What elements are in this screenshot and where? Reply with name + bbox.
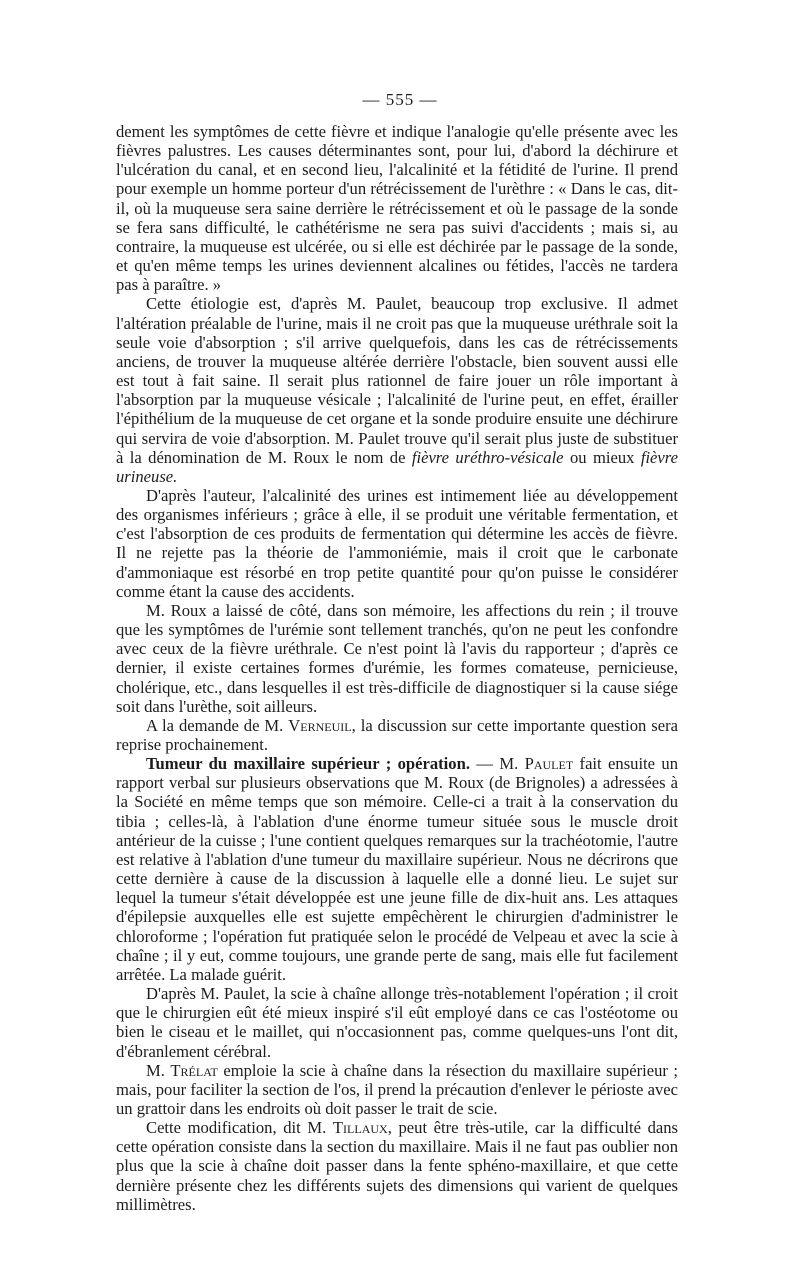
paragraph	[116, 122, 678, 294]
person-name: Verneuil	[288, 715, 352, 735]
paragraph	[116, 984, 678, 1061]
text-segment: fièvre uréthro-vésicale	[411, 447, 564, 467]
paragraph	[116, 601, 678, 716]
paragraph	[116, 486, 678, 601]
body-text	[116, 122, 678, 1214]
text-segment: — M.	[469, 754, 525, 774]
text-segment: Cette étiologie est, d'après M. Paulet, beaucoup trop exclusive. Il admet l'altération préalable de l'urine, mais il ne croit pas que la muqueuse uréthrale soit la seule voie d'absorption ; s'il arrive quelquefois, dans les cas de rétrécissements anciens, de trouver la muqueuse altérée derrière l'obstacle, bien souvent aussi elle est tout à fait saine. Il serait plus rationnel de faire jouer un rôle important à l'absorption par la muqueuse vésicale ; l'alcalinité de l'urine peut, en effet, érailler l'épithélium de la muqueuse de cet organe et la sonde produire ensuite une déchirure qui servira de voie d'absorption. M. Paulet trouve qu'il serait plus juste de substituer à la dénomination de M. Roux le nom de	[116, 294, 678, 467]
paragraph	[116, 1061, 678, 1118]
person-name: Trélat	[170, 1060, 218, 1080]
paragraph	[116, 754, 678, 984]
text-segment: A la demande de M.	[146, 715, 289, 735]
text-segment: D'après l'auteur, l'alcalinité des urines est intimement liée au développement des organismes inférieurs ; grâce à elle, il se produit une véritable fermentation, et c'est l'absorption de ces produits de fermentation qui détermine les accès de fièvre. Il ne rejette pas la théorie de l'ammoniémie, mais il croit que le carbonate d'ammoniaque est résorbé en trop petite quantité pour qu'on puisse le considérer comme étant la cause des accidents.	[116, 485, 678, 601]
text-segment: emploie la scie à chaîne dans la résection du maxillaire supérieur ; mais, pour faciliter la section de l'os, il prend la précaution d'enlever le périoste avec un grattoir dans les endroits où doit passer le trait de scie.	[116, 1060, 678, 1118]
text-segment: D'après M. Paulet, la scie à chaîne allonge très-notablement l'opération ; il croit que le chirurgien eût été mieux inspiré s'il eût employé dans ce cas l'ostéotome ou bien le ciseau et le maillet, qui n'occasionnent pas, comme quelques-uns l'ont dit, d'ébranlement cérébral.	[116, 984, 678, 1061]
text-segment: M. Roux a laissé de côté, dans son mémoire, les affections du rein ; il trouve que les symptômes de l'urémie sont tellement tranchés, qu'on ne peut les confondre avec ceux de la fièvre uréthrale. Ce n'est point là l'avis du rapporteur ; d'après ce dernier, il existe certaines formes d'urémie, les formes comateuse, pernicieuse, cholérique, etc., dans lesquelles il est très-difficile de diagnostiquer si la cause siége soit dans l'urèthe, soit ailleurs.	[116, 600, 678, 716]
person-name: Tillaux	[332, 1118, 388, 1138]
section-heading: Tumeur du maxillaire supérieur ; opération.	[146, 754, 470, 774]
text-segment: dement les symptômes de cette fièvre et indique l'analogie qu'elle présente avec les fièvres palustres. Les causes déterminantes sont, pour lui, d'abord la déchirure et l'ulcération du canal, et en second lieu, l'alcalinité et la fétidité de l'urine. Il prend pour exemple un homme porteur d'un rétrécissement de l'urèthre : « Dans le cas, dit-il, où la muqueuse sera saine derrière le rétrécissement et où le passage de la sonde se fera sans difficulté, le cathétérisme ne sera pas suivi d'accidents ; mais si, au contraire, la muqueuse est ulcérée, ou si elle est déchirée par le passage de la sonde, et qu'en même temps les urines deviennent alcalines ou fétides, l'accès ne tardera pas à paraître. »	[116, 122, 678, 295]
page-number: — 555 —	[362, 90, 438, 109]
person-name: Paulet	[524, 754, 574, 774]
text-segment: fait ensuite un rapport verbal sur plusieurs observations que M. Roux (de Brignoles) a adressées à la Société en même temps que son mémoire. Celle-ci a trait à la conservation du tibia ; celles-là, à l'ablation d'une énorme tumeur située sous le muscle droit antérieur de la cuisse ; l'une contient quelques remarques sur la trachéotomie, l'autre est relative à l'ablation d'une tumeur du maxillaire supérieur. Nous ne décrirons que cette dernière à cause de la discussion à laquelle elle a donné lieu. Le sujet sur lequel la tumeur s'était développée est une jeune fille de dix-huit ans. Les attaques d'épilepsie auxquelles elle est sujette empêchèrent le chirurgien d'administrer le chloroforme ; l'opération fut pratiquée selon le procédé de Velpeau et avec la scie à chaîne ; il y eut, comme toujours, une grande perte de sang, mais elle fut facilement arrêtée. La malade guérit.	[116, 754, 679, 984]
text-segment: M.	[146, 1060, 171, 1080]
text-segment: , la discussion sur cette importante question sera reprise prochainement.	[116, 715, 679, 754]
paragraph	[116, 1118, 678, 1214]
text-segment: Cette modification, dit M.	[146, 1118, 333, 1138]
text-segment: ou mieux	[563, 447, 641, 467]
paragraph	[116, 716, 678, 754]
text-segment: fièvre urineuse.	[116, 447, 678, 486]
text-segment: , peut être très-utile, car la difficulté dans cette opération consiste dans la section du maxillaire. Mais il ne faut pas oublier non plus que la scie à chaîne doit passer dans la fente sphéno-maxillaire, et que cette dernière présente chez les différents sujets des dimensions qui varient de quelques millimètres.	[116, 1118, 678, 1214]
paragraph	[116, 294, 678, 486]
